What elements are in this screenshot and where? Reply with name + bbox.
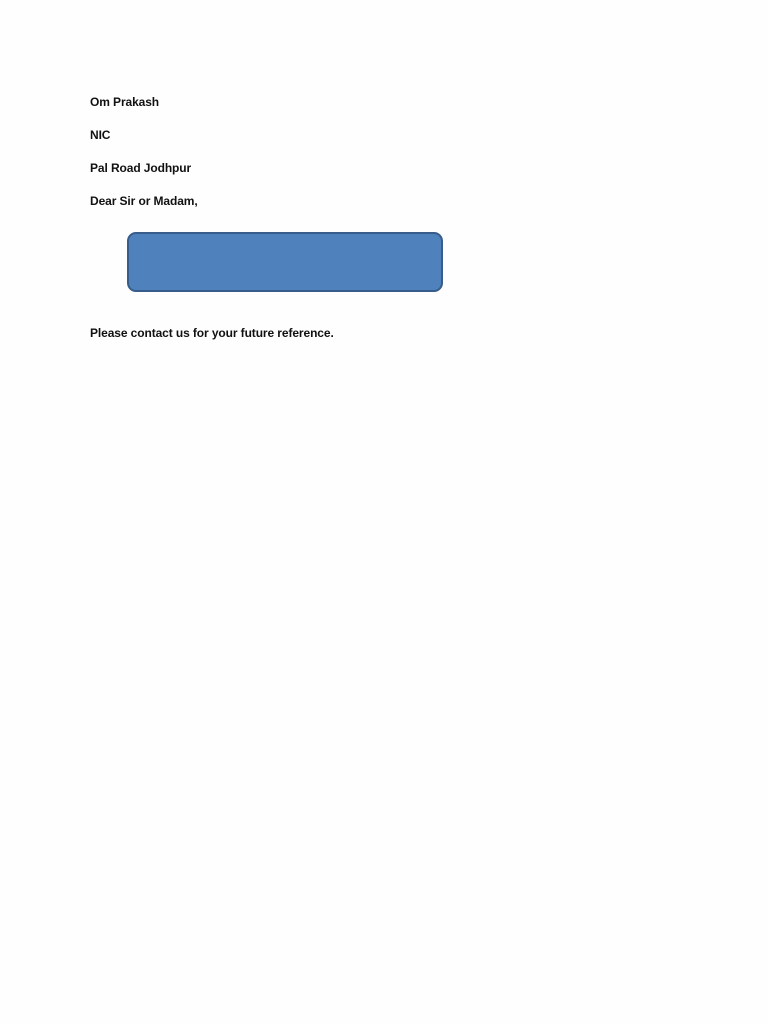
sender-name: Om Prakash — [90, 95, 160, 109]
salutation: Dear Sir or Madam, — [90, 194, 198, 208]
address: Pal Road Jodhpur — [90, 161, 192, 175]
closing-text: Please contact us for your future reference. — [90, 326, 334, 340]
organization: NIC — [90, 128, 111, 142]
rounded-rectangle-shape — [127, 232, 443, 292]
